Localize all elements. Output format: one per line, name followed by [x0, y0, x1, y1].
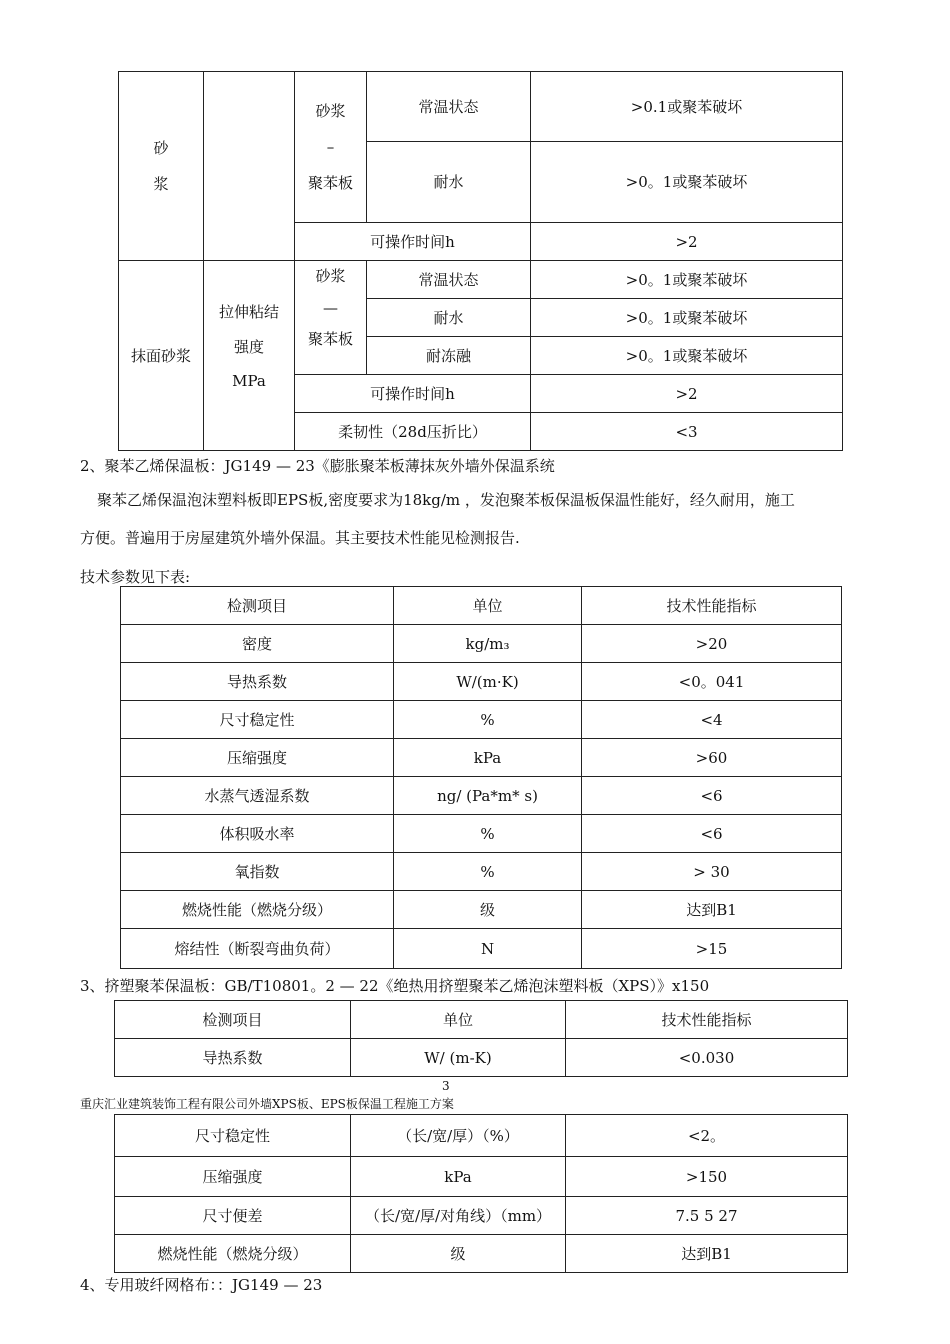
- header-indicator: 技术性能指标: [566, 1001, 848, 1039]
- cell-item: 导热系数: [121, 663, 394, 701]
- cell-unit: 级: [351, 1235, 566, 1273]
- cell-item: 体积吸水率: [121, 815, 394, 853]
- cell-value: <2。: [566, 1115, 848, 1157]
- table-row: [121, 929, 842, 969]
- finish-mortar-cell: 抹面砂浆: [119, 261, 204, 451]
- table-row: [121, 625, 842, 663]
- cell-value: <0.030: [566, 1039, 848, 1077]
- cell-item: 氧指数: [121, 853, 394, 891]
- cell-item: 水蒸气透湿系数: [121, 777, 394, 815]
- cell-item: 燃烧性能（燃烧分级）: [115, 1235, 351, 1273]
- section2-heading: 2、聚苯乙烯保温板：JG149 — 23《膨胀聚苯板薄抹灰外墙外保温系统: [80, 457, 555, 475]
- cell-unit: 级: [394, 891, 582, 929]
- cell-unit: %: [394, 853, 582, 891]
- mortar-board-cell-2: 砂浆 — 聚苯板: [295, 261, 367, 375]
- cell-item: 密度: [121, 625, 394, 663]
- cell-value: >150: [566, 1157, 848, 1197]
- empty-cell: [204, 72, 295, 261]
- normal-state-label: 常温状态: [367, 72, 531, 142]
- table-row: [115, 1115, 848, 1157]
- water-label-2: 耐水: [367, 299, 531, 337]
- cell-value: <0。041: [582, 663, 842, 701]
- cell-item: 尺寸稳定性: [121, 701, 394, 739]
- cell-value: <4: [582, 701, 842, 739]
- cell-unit: kPa: [394, 739, 582, 777]
- cell-item: 尺寸便差: [115, 1197, 351, 1235]
- table-row: [115, 1197, 848, 1235]
- cell-item: 熔结性（断裂弯曲负荷）: [121, 929, 394, 969]
- section2-params-caption: 技术参数见下表:: [80, 568, 191, 586]
- cell-value: <6: [582, 815, 842, 853]
- section4-heading: 4、专用玻纤网格布：：JG149 — 23: [80, 1276, 323, 1294]
- water-value-2: >0。1或聚苯破坏: [531, 299, 843, 337]
- cell-unit: W/(m·K): [394, 663, 582, 701]
- table-row: [121, 739, 842, 777]
- op-time-value-2: >2: [531, 375, 843, 413]
- table-row: [115, 1235, 848, 1273]
- cell-value: 7.5 5 27: [566, 1197, 848, 1235]
- cell-item: 压缩强度: [115, 1157, 351, 1197]
- header-indicator: 技术性能指标: [582, 587, 842, 625]
- cell-item: 燃烧性能（燃烧分级）: [121, 891, 394, 929]
- table-row: [121, 777, 842, 815]
- cell-unit: kg/m₃: [394, 625, 582, 663]
- cell-unit: （长/宽/厚）（%）: [351, 1115, 566, 1157]
- eps-spec-table: [120, 586, 842, 969]
- op-time-value: >2: [531, 223, 843, 261]
- table-row: [121, 663, 842, 701]
- mortar-board-cell: 砂浆 – 聚苯板: [295, 72, 367, 223]
- section2-paragraph-line2: 方便。普遍用于房屋建筑外墙外保温。其主要技术性能见检测报告.: [80, 529, 520, 547]
- flex-label: 柔韧性（28d压折比）: [295, 413, 531, 451]
- mortar-group-cell: 砂 浆: [119, 72, 204, 261]
- page-number: 3: [442, 1079, 450, 1093]
- cell-item: 压缩强度: [121, 739, 394, 777]
- header-unit: 单位: [351, 1001, 566, 1039]
- cell-value: >60: [582, 739, 842, 777]
- cell-unit: %: [394, 701, 582, 739]
- freeze-value: >0。1或聚苯破坏: [531, 337, 843, 375]
- tensile-strength-cell: 拉伸粘结 强度 MPa: [204, 261, 295, 451]
- cell-unit: W/ (m-K): [351, 1039, 566, 1077]
- table-row: [121, 815, 842, 853]
- cell-value: > 30: [582, 853, 842, 891]
- cell-unit: N: [394, 929, 582, 969]
- cell-value: <6: [582, 777, 842, 815]
- flex-value: <3: [531, 413, 843, 451]
- normal-state-label-2: 常温状态: [367, 261, 531, 299]
- cell-value: >15: [582, 929, 842, 969]
- cell-unit: %: [394, 815, 582, 853]
- xps-spec-table-continued: [114, 1114, 848, 1273]
- water-label: 耐水: [367, 142, 531, 223]
- cell-item: 尺寸稳定性: [115, 1115, 351, 1157]
- company-line: 重庆汇业建筑装饰工程有限公司外墙XPS板、EPS板保温工程施工方案: [80, 1097, 454, 1111]
- table-row: [121, 701, 842, 739]
- table-row: [121, 891, 842, 929]
- cell-value: 达到B1: [566, 1235, 848, 1273]
- water-value: >0。1或聚苯破坏: [531, 142, 843, 223]
- cell-unit: （长/宽/厚/对角线）（mm）: [351, 1197, 566, 1235]
- cell-unit: kPa: [351, 1157, 566, 1197]
- cell-unit: ng/ (Pa*m* s): [394, 777, 582, 815]
- op-time-label: 可操作时间h: [295, 223, 531, 261]
- header-item: 检测项目: [115, 1001, 351, 1039]
- normal-state-value-2: >0。1或聚苯破坏: [531, 261, 843, 299]
- header-unit: 单位: [394, 587, 582, 625]
- mortar-spec-table: [118, 71, 843, 451]
- table-row: [115, 1039, 848, 1077]
- section2-paragraph-line1: 聚苯乙烯保温泡沫塑料板即EPS板,密度要求为18kg/m ，发泡聚苯板保温板保温性能好，经久耐用，施工: [97, 491, 795, 509]
- table-row: [115, 1157, 848, 1197]
- header-item: 检测项目: [121, 587, 394, 625]
- freeze-label: 耐冻融: [367, 337, 531, 375]
- op-time-label-2: 可操作时间h: [295, 375, 531, 413]
- normal-state-value: >0.1或聚苯破坏: [531, 72, 843, 142]
- cell-value: 达到B1: [582, 891, 842, 929]
- cell-value: >20: [582, 625, 842, 663]
- xps-spec-table: [114, 1000, 848, 1077]
- cell-item: 导热系数: [115, 1039, 351, 1077]
- table-row: [121, 853, 842, 891]
- section3-heading: 3、挤塑聚苯保温板：GB/T10801。2 — 22《绝热用挤塑聚苯乙烯泡沫塑料板（XPS）》x150: [80, 977, 710, 995]
